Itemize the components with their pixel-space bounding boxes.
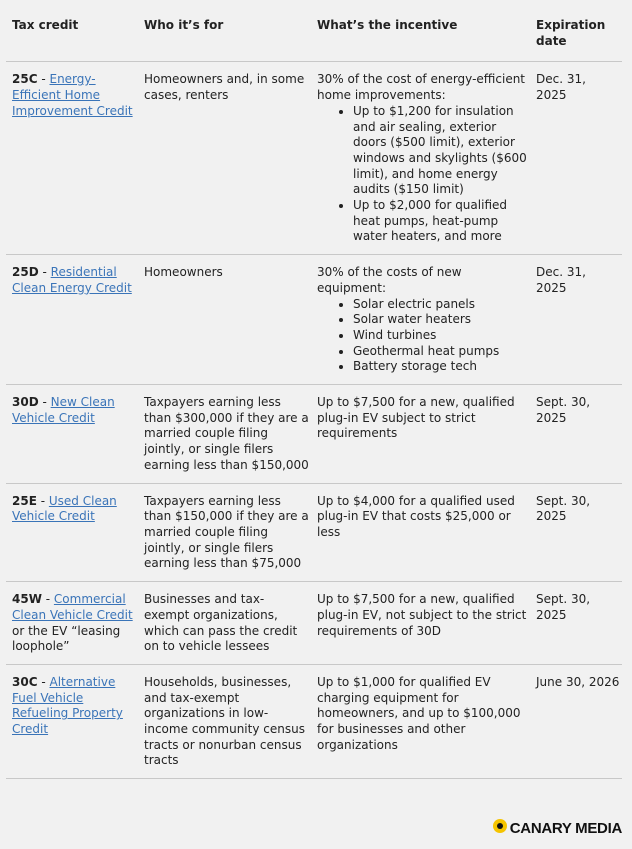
credit-link[interactable]: Used Clean Vehicle Credit [12,493,117,524]
credit-link[interactable]: Energy-Efficient Home Improvement Credit [12,72,133,118]
column-header-who: Who it’s for [138,8,311,62]
cell-who: Households, businesses, and tax-exempt organizations in low-income community census tracts or nonurban census tracts [138,664,311,778]
incentive-list-item: • Up to $1,200 for insulation and air sealing, exterior doors ($500 limit), exterior windows and skylights ($600 limit), and home energy audits ($150 limit) [353,104,528,198]
credit-separator: - [37,674,50,689]
cell-incentive [311,385,530,484]
cell-who: Taxpayers earning less than $300,000 if they are a married couple filing jointly, or single filers earning less than $150,000 [138,385,311,484]
column-header-expiration: Expiration date [530,8,622,62]
credit-code: 30D [12,395,39,410]
cell-tax-credit [6,255,138,385]
cell-tax-credit [6,385,138,484]
cell-expiration: Dec. 31, 2025 [530,62,622,255]
credit-separator: - [38,265,51,280]
incentive-list-item: • Solar electric panels [353,297,528,313]
incentive-text: 30% of the costs of new equipment: [317,265,462,295]
incentive-text: Up to $4,000 for a qualified used plug-in EV that costs $25,000 or less [317,493,515,539]
incentive-text: 30% of the cost of energy-efficient home improvements: [317,72,526,103]
credit-separator: - [38,395,51,410]
table-row [6,582,622,665]
canary-logo-icon [493,819,507,833]
incentive-list-item: • Wind turbines [353,328,528,344]
table-header-row [6,8,622,62]
cell-expiration: Sept. 30, 2025 [530,385,622,484]
incentive-text: Up to $7,500 for a new, qualified plug-in EV subject to strict requirements [317,395,515,441]
table-row [6,385,622,484]
incentive-text: Up to $7,500 for a new, qualified plug-in EV, not subject to the strict requirements of 30D [317,592,527,638]
cell-who: Taxpayers earning less than $150,000 if they are a married couple filing jointly, or single filers earning less than $75,000 [138,483,311,582]
credit-suffix: or the EV “leasing loophole” [12,623,121,654]
table-row [6,483,622,582]
column-header-incentive: What’s the incentive [311,8,530,62]
credit-separator: - [36,493,49,508]
table-row [6,255,622,385]
logo-text: CANARY MEDIA [509,820,622,837]
credit-link[interactable]: New Clean Vehicle Credit [12,395,115,425]
cell-expiration: Dec. 31, 2025 [530,255,622,385]
cell-incentive [311,62,530,255]
cell-incentive [311,582,530,665]
credit-code: 25D [12,265,39,280]
cell-tax-credit [6,62,138,255]
cell-expiration: Sept. 30, 2025 [530,483,622,582]
cell-incentive [311,255,530,385]
cell-expiration: June 30, 2026 [530,664,622,778]
incentive-list-item: • Up to $2,000 for qualified heat pumps, heat-pump water heaters, and more [353,198,528,245]
incentive-list-item: • Solar water heaters [353,312,528,328]
cell-tax-credit [6,582,138,665]
incentive-list-item: • Geothermal heat pumps [353,344,528,360]
cell-tax-credit [6,483,138,582]
cell-who: Homeowners and, in some cases, renters [138,62,311,255]
incentive-list [317,297,528,376]
tax-credit-table [6,8,622,779]
cell-who: Homeowners [138,255,311,385]
cell-who: Businesses and tax-exempt organizations, which can pass the credit on to vehicle lessees [138,582,311,665]
credit-link[interactable]: Residential Clean Energy Credit [12,265,132,295]
column-header-tax-credit: Tax credit [6,8,138,62]
credit-code: 30C [12,674,38,689]
cell-incentive [311,483,530,582]
table-row [6,664,622,778]
credit-code: 45W [12,592,42,607]
cell-incentive [311,664,530,778]
credit-link[interactable]: Alternative Fuel Vehicle Refueling Property Credit [12,674,123,737]
table-row [6,62,622,255]
incentive-list-item: • Battery storage tech [353,359,528,375]
cell-expiration: Sept. 30, 2025 [530,582,622,665]
incentive-text: Up to $1,000 for qualified EV charging equipment for homeowners, and up to $100,000 for businesses and other organizations [317,674,521,752]
credit-link[interactable]: Commercial Clean Vehicle Credit [12,592,133,622]
canary-media-logo [493,820,622,837]
credit-separator: - [41,592,54,607]
credit-code: 25E [12,493,37,508]
cell-tax-credit [6,664,138,778]
credit-code: 25C [12,72,38,87]
credit-separator: - [37,72,50,87]
incentive-list [317,104,528,245]
tax-credit-table-container [6,8,622,779]
